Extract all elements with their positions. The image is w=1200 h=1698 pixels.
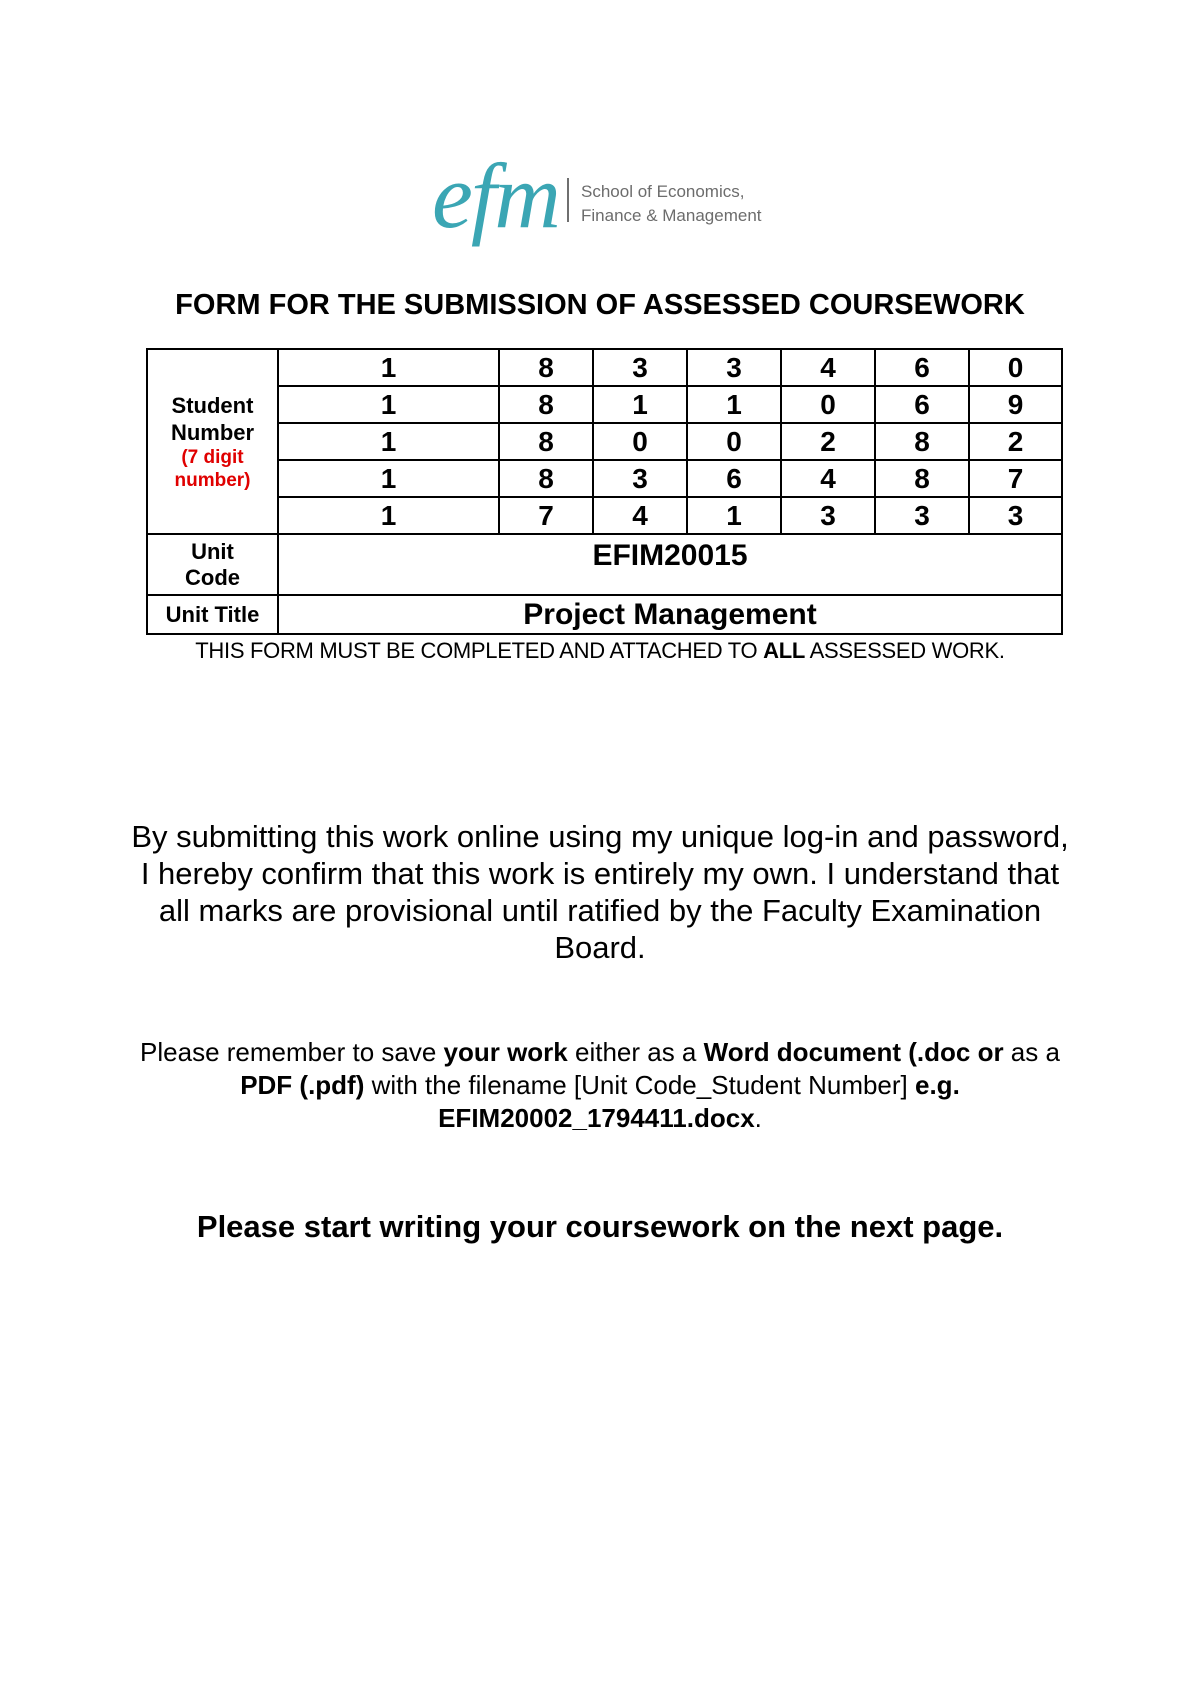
digit-cell: 8 [875,423,969,460]
digit-cell: 1 [278,460,499,497]
efm-logo [432,145,792,250]
digit-cell: 3 [969,497,1062,534]
unit-code-label [147,534,278,595]
save-bold-2: Word document (.doc or [703,1037,1004,1067]
student-number-row [147,386,1062,423]
logo-text [581,180,762,228]
unit-code-label-line2: Code [185,564,240,590]
digit-cell: 8 [499,349,593,386]
student-label-line1: Student [171,392,254,418]
digit-cell: 0 [781,386,875,423]
digit-cell: 3 [593,460,687,497]
start-instruction: Please start writing your coursework on the next page. [196,1209,1004,1244]
digit-cell: 7 [499,497,593,534]
digit-cell: 1 [278,386,499,423]
unit-title-row [147,595,1062,634]
unit-title-value: Project Management [278,595,1062,634]
digit-cell: 2 [969,423,1062,460]
student-label-line2: Number [170,419,255,445]
digit-cell: 4 [593,497,687,534]
save-bold-4: e.g. EFIM20002_1794411.docx [438,1070,960,1133]
unit-code-row [147,534,1062,595]
save-bold-3: PDF (.pdf) [240,1070,365,1100]
form-title: FORM FOR THE SUBMISSION OF ASSESSED COURSEWORK [175,289,1025,321]
digit-cell: 3 [593,349,687,386]
digit-cell: 4 [781,349,875,386]
save-instructions [130,1036,1070,1135]
student-number-row [147,349,1062,386]
submission-table [146,348,1063,635]
notice-text-1: THIS FORM MUST BE COMPLETED AND ATTACHED TO [195,638,764,663]
unit-title-label: Unit Title [147,595,278,634]
digit-cell: 1 [687,497,781,534]
student-number-row [147,423,1062,460]
save-text-1: Please remember to save [140,1037,444,1067]
digit-cell: 8 [499,423,593,460]
student-number-label [147,349,278,534]
digit-cell: 3 [875,497,969,534]
digit-cell: 1 [278,423,499,460]
unit-code-label-line1: Unit [191,538,234,564]
attach-notice [180,636,1020,665]
save-text-4: with the filename [Unit Code_Student Number] [364,1070,915,1100]
digit-cell: 0 [687,423,781,460]
student-note-line2: number) [174,469,251,491]
digit-cell: 3 [781,497,875,534]
save-bold-1: your work [443,1037,568,1067]
logo-divider [567,178,569,222]
student-number-row [147,460,1062,497]
digit-cell: 0 [969,349,1062,386]
digit-cell: 8 [499,460,593,497]
digit-cell: 1 [278,349,499,386]
student-note-line1: (7 digit [181,446,244,468]
digit-cell: 0 [593,423,687,460]
digit-cell: 8 [499,386,593,423]
digit-cell: 6 [875,386,969,423]
logo-text-line2: Finance & Management [581,206,762,225]
notice-text-2: ASSESSED WORK. [805,638,1005,663]
logo-text-line1: School of Economics, [581,182,745,201]
notice-text-bold: ALL [763,638,806,663]
unit-code-value: EFIM20015 [278,534,1062,595]
save-text-2: either as a [567,1037,704,1067]
digit-cell: 6 [687,460,781,497]
save-text-3: as a [1003,1037,1060,1067]
digit-cell: 1 [593,386,687,423]
digit-cell: 7 [969,460,1062,497]
save-text-5: . [754,1103,762,1133]
digit-cell: 6 [875,349,969,386]
digit-cell: 8 [875,460,969,497]
logo-mark: efm [432,145,559,247]
digit-cell: 9 [969,386,1062,423]
digit-cell: 2 [781,423,875,460]
student-number-row [147,497,1062,534]
digit-cell: 4 [781,460,875,497]
confirmation-statement: By submitting this work online using my unique log-in and password, I hereby confirm that this work is entirely my own. I understand that all marks are provisional until ratified by the Faculty Examination Board. [131,819,1069,965]
digit-cell: 3 [687,349,781,386]
digit-cell: 1 [687,386,781,423]
digit-cell: 1 [278,497,499,534]
